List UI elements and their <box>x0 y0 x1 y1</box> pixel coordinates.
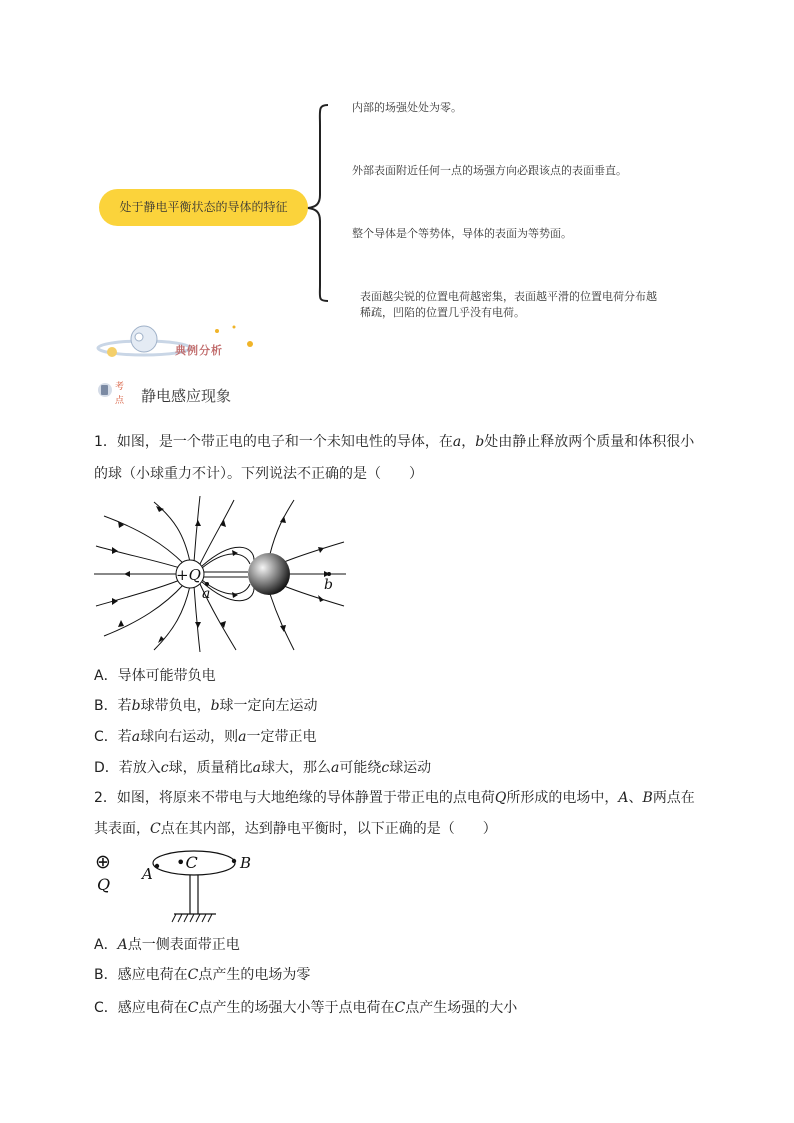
feature-3: 整个导体是个等势体，导体的表面为等势面。 <box>352 227 572 240</box>
q1-text: 处由静止释放两个质量和体积很小 <box>484 434 695 450</box>
point-b-label: b <box>324 577 333 593</box>
opt-text: A． <box>94 937 118 953</box>
q1-stem-line2: 的球（小球重力不计）。下列说法不正确的是（ ） <box>94 466 423 482</box>
var-c: c <box>160 760 169 776</box>
mindmap-root: 处于静电平衡状态的导体的特征 <box>99 189 308 226</box>
point-a-label: A <box>142 865 153 883</box>
opt-text: B．若 <box>94 698 132 714</box>
q2-option-b <box>94 964 310 984</box>
var-b: B <box>642 790 653 806</box>
q1-option-c <box>94 726 317 746</box>
opt-text: 球，质量稍比 <box>168 760 253 776</box>
opt-text: 一定带正电 <box>246 729 317 745</box>
point-b-label: B <box>240 854 252 872</box>
var-b: b <box>210 698 220 714</box>
opt-text: 可能绕 <box>339 760 382 776</box>
opt-text: D．若放入 <box>94 760 161 776</box>
var-b: b <box>475 434 485 450</box>
opt-text: 点一侧表面带正电 <box>127 937 240 953</box>
var-q: Q <box>494 790 507 806</box>
opt-text: 点产生场强的大小 <box>405 1000 518 1016</box>
q2-text: 点在其内部，达到静电平衡时，以下正确的是（ ） <box>160 821 497 837</box>
opt-text: B．感应电荷在 <box>94 967 188 983</box>
var-c: c <box>381 760 390 776</box>
opt-text: 球运动 <box>389 760 432 776</box>
mindmap-brace <box>300 100 340 305</box>
q1-field-line-diagram <box>94 494 350 654</box>
var-b: b <box>131 698 141 714</box>
q1-option-a: A．导体可能带负电 <box>94 668 216 684</box>
banner-label: 典例分析 <box>175 344 223 357</box>
point-a-label: a <box>202 586 211 602</box>
q1-stem-line1 <box>94 432 694 452</box>
feature-1: 内部的场强处处为零。 <box>352 101 462 114</box>
var-a: A <box>117 937 128 953</box>
q1-text: 1．如图，是一个带正电的电子和一个未知电性的导体，在 <box>94 434 453 450</box>
q2-text: 所形成的电场中， <box>506 790 619 806</box>
q2-option-c <box>94 997 517 1017</box>
q2-text: 其表面， <box>94 821 150 837</box>
var-a: a <box>452 434 462 450</box>
var-c: C <box>187 967 199 983</box>
opt-text: 球向右运动，则 <box>140 729 239 745</box>
q1-sep: ， <box>461 434 476 450</box>
q2-text: 2．如图，将原来不带电与大地绝缘的导体静置于带正电的点电荷 <box>94 790 495 806</box>
opt-text: C．若 <box>94 729 132 745</box>
q2-option-a <box>94 934 240 954</box>
var-c: C <box>150 821 161 837</box>
var-a: a <box>131 729 141 745</box>
ground-hatch <box>172 914 212 922</box>
q1-option-b <box>94 695 318 715</box>
q2-conductor-diagram <box>94 846 264 926</box>
feature-2: 外部表面附近任何一点的场强方向必跟该点的表面垂直。 <box>352 164 627 177</box>
badge-top: 考 <box>115 382 125 392</box>
var-a: a <box>252 760 261 776</box>
var-c: C <box>394 1000 406 1016</box>
q2-stem-line1 <box>94 788 695 808</box>
charge-q-label: Q <box>97 875 111 894</box>
plus-charge-icon: ⊕ <box>95 851 111 873</box>
point-c-label: •C <box>176 853 198 872</box>
q2-text: 两点在 <box>652 790 695 806</box>
var-c: C <box>187 1000 199 1016</box>
opt-text: 点产生的电场为零 <box>198 967 311 983</box>
charge-label: +Q <box>176 566 201 584</box>
feature-4-line1: 表面越尖锐的位置电荷越密集，表面越平滑的位置电荷分布越 <box>360 290 657 303</box>
section-title: 静电感应现象 <box>141 387 232 405</box>
section-badge <box>96 379 128 409</box>
var-a: a <box>238 729 247 745</box>
var-a: A <box>618 790 629 806</box>
q1-option-d <box>94 757 431 777</box>
opt-text: 点产生的场强大小等于点电荷在 <box>198 1000 395 1016</box>
var-a: a <box>330 760 340 776</box>
q2-sep: 、 <box>628 790 643 806</box>
opt-text: 球大，那么 <box>260 760 331 776</box>
pencil-icon <box>96 381 114 399</box>
opt-text: 球带负电， <box>140 698 211 714</box>
opt-text: C．感应电荷在 <box>94 1000 188 1016</box>
q2-stem-line2 <box>94 819 497 839</box>
feature-4-line2: 稀疏，凹陷的位置几乎没有电荷。 <box>360 306 525 319</box>
opt-text: 球一定向左运动 <box>219 698 318 714</box>
badge-bottom: 点 <box>115 396 125 406</box>
